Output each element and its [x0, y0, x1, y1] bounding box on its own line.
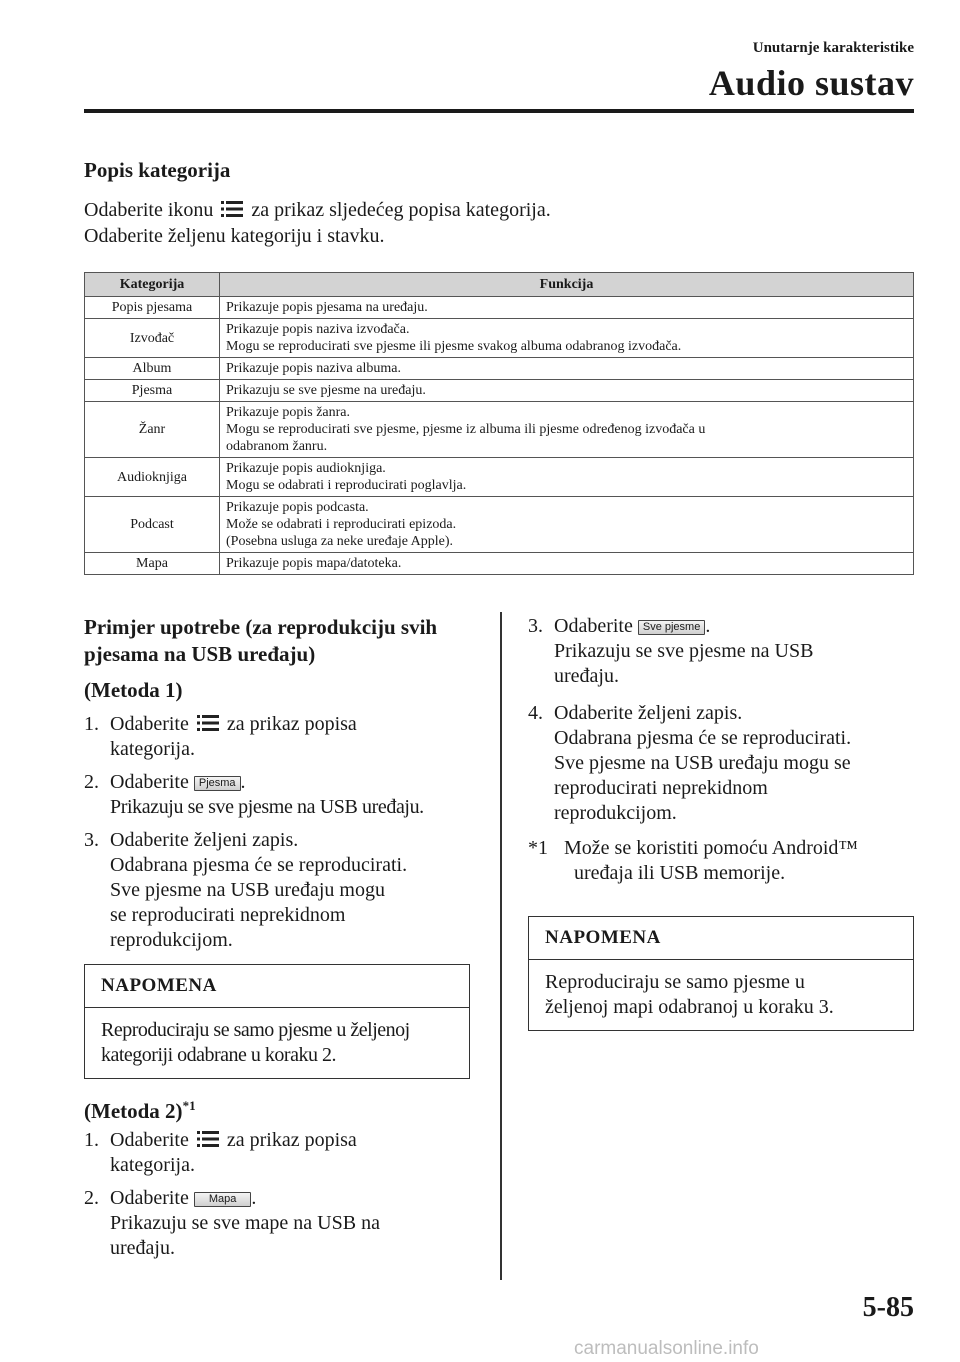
step-text: Odabrana pjesma će se reproducirati. — [554, 727, 852, 749]
note-box-left — [84, 964, 470, 1079]
method-1-steps-continued — [528, 614, 918, 886]
list-menu-icon — [196, 713, 220, 733]
popis-line1-post: za prikaz sljedećeg popisa kategorija. — [251, 199, 551, 221]
function-line: Prikazuju se sve pjesme na uređaju. — [226, 383, 426, 398]
table-row — [85, 297, 914, 319]
table-cell-category: Pjesma — [85, 380, 220, 402]
table-cell-category: Popis pjesama — [85, 297, 220, 319]
popis-line1-pre: Odaberite ikonu — [84, 199, 214, 221]
page-title: Audio sustav — [708, 63, 914, 103]
header-divider — [84, 109, 914, 113]
note-text: Reproduciraju se samo pjesme u — [545, 971, 805, 993]
function-line: Mogu se reproducirati sve pjesme, pjesme iz albuma ili pjesme određenog izvođača u — [226, 422, 706, 437]
footnote-ref: *1 — [182, 1098, 196, 1113]
step-text: za prikaz popisa — [226, 713, 357, 735]
table-header-funkcija: Funkcija — [220, 273, 914, 297]
table-cell-function — [220, 319, 914, 358]
note-body — [85, 1008, 469, 1078]
step-text: Odaberite — [554, 615, 633, 637]
note-title: NAPOMENA — [85, 965, 469, 1008]
note-text: željenoj mapi odabranoj u koraku 3. — [545, 996, 834, 1018]
function-line: (Posebna usluga za neke uređaje Apple). — [226, 534, 454, 549]
step-text: Prikazuju se sve mape na USB na — [110, 1212, 380, 1234]
step-text: reprodukcijom. — [554, 802, 677, 824]
step-1 — [84, 1128, 474, 1178]
function-line: Može se odabrati i reproducirati epizoda. — [226, 517, 457, 532]
table-header-kategorija: Kategorija — [85, 273, 220, 297]
step-2 — [84, 770, 474, 820]
note-title: NAPOMENA — [529, 917, 913, 960]
step-text: Odaberite željeni zapis. — [110, 829, 299, 851]
usage-example-heading — [84, 614, 437, 668]
table-row — [85, 358, 914, 380]
step-3 — [528, 614, 918, 689]
step-text: Odaberite — [110, 713, 189, 735]
step-number: 4. — [528, 702, 543, 724]
step-text: se reproducirati neprekidnom — [110, 904, 346, 926]
method-1-steps — [84, 712, 474, 953]
function-line: Prikazuje popis naziva albuma. — [226, 361, 401, 376]
popis-instruction-1 — [84, 198, 551, 223]
step-3 — [84, 828, 474, 953]
footnote-text: uređaja ili USB memorije. — [574, 862, 786, 884]
footnote-marker: *1 — [528, 837, 548, 859]
note-text: kategoriji odabrane u koraku 2. — [101, 1044, 336, 1066]
step-text: uređaju. — [554, 665, 619, 687]
step-text: Prikazuju se sve pjesme na USB uređaju. — [110, 796, 424, 818]
step-text: Odaberite — [110, 1129, 189, 1151]
step-text: . — [251, 1187, 257, 1209]
method-2-title — [84, 1098, 196, 1124]
footnote-text: Može se koristiti pomoću Android™ — [564, 837, 859, 859]
step-number: 1. — [84, 1129, 99, 1151]
step-text: . — [240, 771, 246, 793]
step-text: kategorija. — [110, 1154, 195, 1176]
step-text: reprodukcijom. — [110, 929, 233, 951]
table-cell-function — [220, 497, 914, 553]
step-number: 3. — [528, 615, 543, 637]
method-2-label: (Metoda 2) — [84, 1099, 183, 1123]
step-text: Odaberite — [110, 1187, 189, 1209]
step-number: 3. — [84, 829, 99, 851]
popis-instruction-2: Odaberite željenu kategoriju i stavku. — [84, 225, 385, 247]
method-2-steps — [84, 1128, 474, 1261]
step-text: Odabrana pjesma će se reproducirati. — [110, 854, 408, 876]
step-text: . — [705, 615, 711, 637]
table-row — [85, 458, 914, 497]
section-heading-popis: Popis kategorija — [84, 158, 231, 182]
table-header-row — [85, 273, 914, 297]
step-number: 2. — [84, 1187, 99, 1209]
column-divider — [500, 612, 502, 1280]
list-menu-icon — [220, 199, 244, 219]
page-number: 5-85 — [862, 1292, 914, 1323]
list-menu-icon — [196, 1129, 220, 1149]
table-row — [85, 319, 914, 358]
usage-heading-line-1: Primjer upotrebe (za reprodukciju svih — [84, 615, 438, 639]
function-line: Prikazuje popis audioknjiga. — [226, 461, 386, 476]
usage-heading-line-2: pjesama na USB uređaju) — [84, 642, 316, 666]
table-cell-category: Izvođač — [85, 319, 220, 358]
note-text: Reproduciraju se samo pjesme u željenoj — [101, 1019, 410, 1041]
table-cell-category: Mapa — [85, 553, 220, 575]
step-4 — [528, 701, 918, 826]
step-text: uređaju. — [110, 1237, 175, 1259]
function-line: Prikazuje popis žanra. — [226, 405, 351, 420]
note-box-right — [528, 916, 914, 1031]
table-row — [85, 380, 914, 402]
mapa-button[interactable]: Mapa — [194, 1192, 252, 1207]
step-text: Sve pjesme na USB uređaju mogu se — [554, 752, 851, 774]
function-line: Prikazuje popis pjesama na uređaju. — [226, 300, 428, 315]
table-row — [85, 402, 914, 458]
function-line: odabranom žanru. — [226, 439, 328, 454]
pjesma-button[interactable]: Pjesma — [194, 776, 241, 791]
step-text: Odaberite željeni zapis. — [554, 702, 743, 724]
table-cell-function — [220, 402, 914, 458]
step-number: 1. — [84, 713, 99, 735]
step-text: za prikaz popisa — [226, 1129, 357, 1151]
table-cell-function — [220, 297, 914, 319]
step-text: Sve pjesme na USB uređaju mogu — [110, 879, 385, 901]
step-2 — [84, 1186, 474, 1261]
table-cell-function — [220, 380, 914, 402]
table-cell-category: Podcast — [85, 497, 220, 553]
step-number: 2. — [84, 771, 99, 793]
sve-pjesme-button[interactable]: Sve pjesme — [638, 620, 705, 635]
step-1 — [84, 712, 474, 762]
table-cell-category: Album — [85, 358, 220, 380]
function-line: Mogu se odabrati i reproducirati poglavlja. — [226, 478, 467, 493]
function-line: Mogu se reproducirati sve pjesme ili pjesme svakog albuma odabranog izvođača. — [226, 339, 682, 354]
table-row — [85, 553, 914, 575]
function-line: Prikazuje popis podcasta. — [226, 500, 369, 515]
step-text: reproducirati neprekidnom — [554, 777, 768, 799]
method-1-title: (Metoda 1) — [84, 678, 183, 702]
section-label: Unutarnje karakteristike — [752, 40, 914, 56]
step-text: kategorija. — [110, 738, 195, 760]
table-cell-function — [220, 458, 914, 497]
category-table — [84, 272, 914, 575]
step-text: Odaberite — [110, 771, 189, 793]
table-cell-category: Audioknjiga — [85, 458, 220, 497]
function-line: Prikazuje popis naziva izvođača. — [226, 322, 410, 337]
step-text: Prikazuju se sve pjesme na USB — [554, 640, 814, 662]
function-line: Prikazuje popis mapa/datoteka. — [226, 556, 402, 571]
table-row — [85, 497, 914, 553]
footnote — [528, 836, 918, 886]
table-cell-function — [220, 358, 914, 380]
table-cell-category: Žanr — [85, 402, 220, 458]
watermark: carmanualsonline.info — [574, 1338, 759, 1359]
note-body — [529, 960, 913, 1030]
table-cell-function — [220, 553, 914, 575]
